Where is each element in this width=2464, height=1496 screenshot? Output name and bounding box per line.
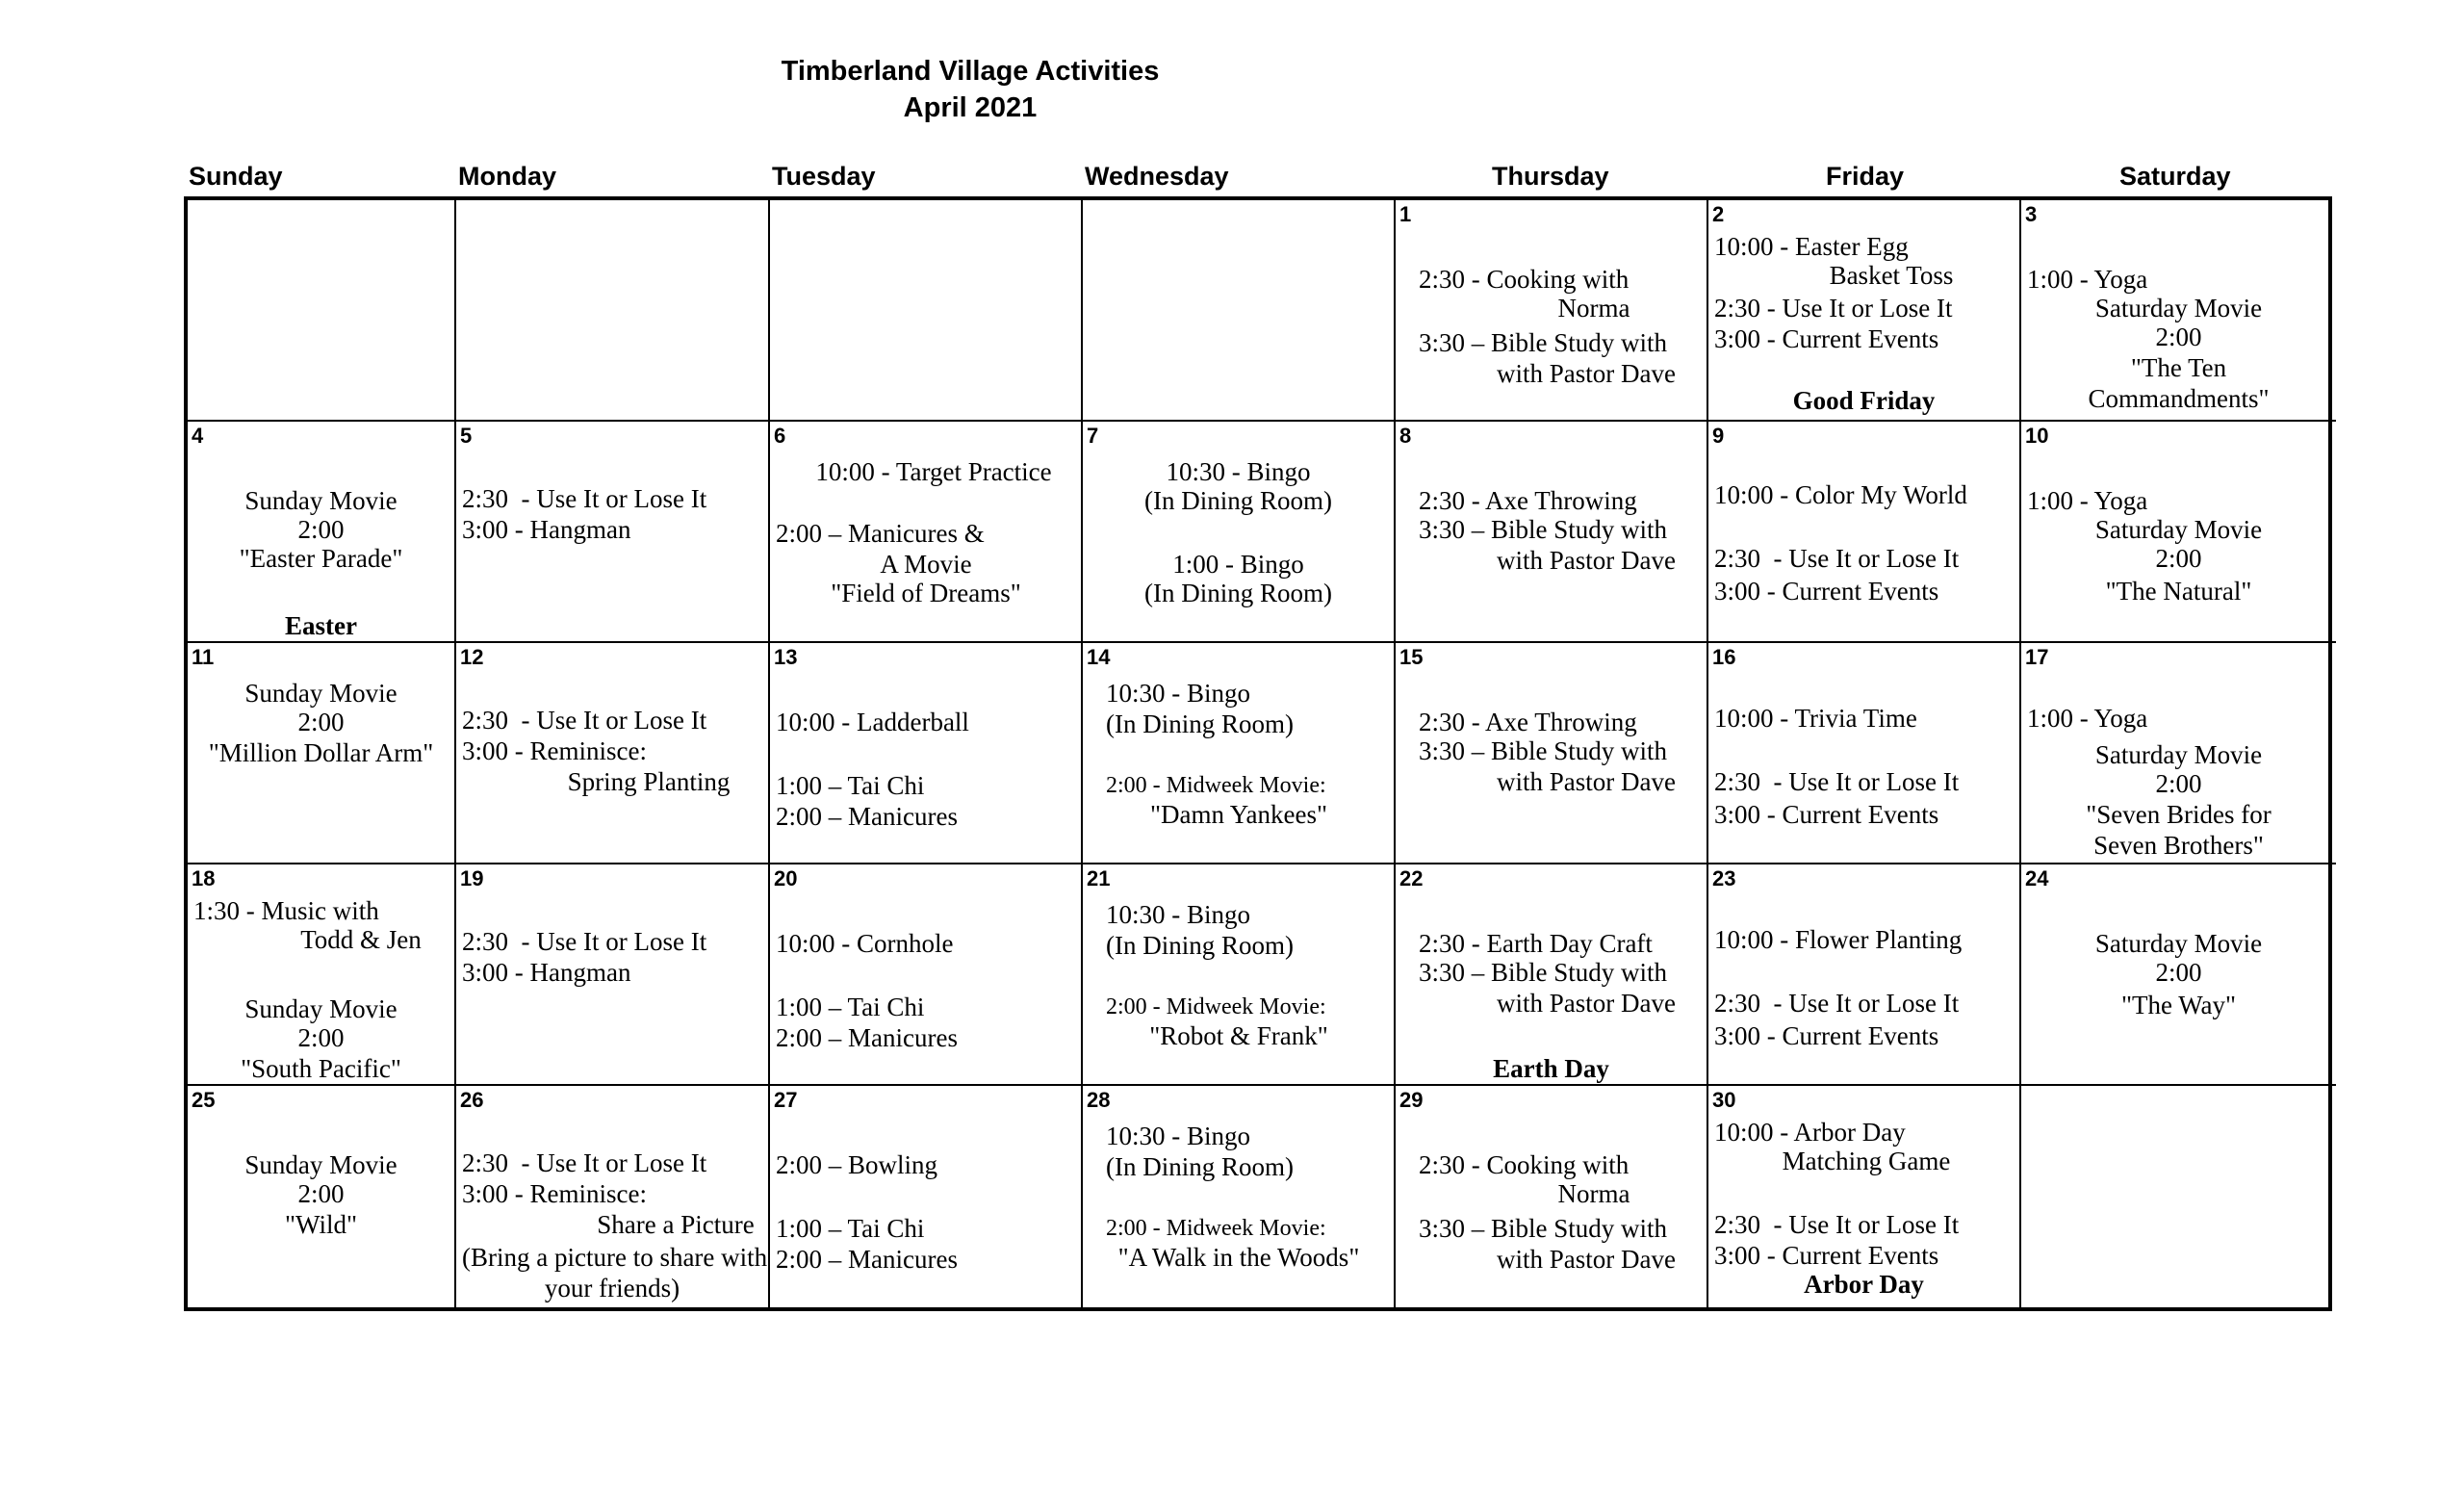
event-line: 3:00 - Current Events [1714,1241,1939,1270]
day-number: 28 [1087,1088,1111,1112]
day-cell [1396,643,1708,864]
event-line: 10:00 - Flower Planting [1714,925,1963,954]
event-line: 2:30 - Axe Throwing [1419,708,1637,736]
event-line: 3:00 - Current Events [1714,800,1939,829]
event-line: 3:00 - Current Events [1714,1021,1939,1050]
day-number: 3 [2025,202,2038,226]
event-line: 2:30 - Use It or Lose It [1714,767,1960,796]
event-line: with Pastor Dave [1497,767,1676,796]
event-line: 1:00 – Tai Chi [776,1214,925,1243]
day-cell [1083,1086,1396,1307]
event-line: 3:00 - Reminisce: [462,1179,647,1208]
event-line: 2:30 - Use It or Lose It [462,1148,707,1177]
weekday-header-sunday: Sunday [189,162,283,191]
event-line: 3:00 - Hangman [462,515,631,544]
event-line: Matching Game [1782,1147,1951,1175]
day-cell [188,643,456,864]
holiday-label: Arbor Day [1804,1270,1924,1299]
event-line: "Seven Brides for [2086,800,2272,829]
page-title: Timberland Village Activities [781,56,1160,87]
day-cell [188,422,456,643]
event-line: 2:00 - Midweek Movie: [1106,773,1326,798]
day-number: 10 [2025,424,2049,448]
event-line: A Movie [880,550,972,579]
day-number: 8 [1399,424,1412,448]
event-line: (In Dining Room) [1106,709,1294,738]
event-line: with Pastor Dave [1497,1245,1676,1274]
event-line: 1:00 – Tai Chi [776,993,925,1021]
event-line: Saturday Movie [2094,740,2263,769]
event-line: "Wild" [285,1210,357,1239]
event-line: 10:00 - Trivia Time [1714,704,1917,733]
day-number: 14 [1087,645,1111,669]
event-line: with Pastor Dave [1497,989,1676,1018]
day-number: 13 [774,645,798,669]
event-line: "Easter Parade" [239,544,403,573]
event-line: "Damn Yankees" [1149,800,1328,829]
event-line: "The Way" [2120,991,2237,1019]
event-line: 1:00 – Tai Chi [776,771,925,800]
event-line: "Field of Dreams" [831,579,1021,607]
day-number: 16 [1712,645,1736,669]
holiday-label: Earth Day [1493,1054,1609,1083]
event-line: 1:00 - Yoga [2027,486,2148,515]
day-cell [1708,1086,2021,1307]
holiday-label: Easter [285,611,357,640]
day-cell [1083,864,1396,1086]
day-number: 2 [1712,202,1725,226]
event-line: Todd & Jen [300,925,422,954]
event-line: 2:30 - Use It or Lose It [462,706,707,735]
event-line: 1:00 - Yoga [2027,704,2148,733]
day-cell [2021,643,2336,864]
day-number: 25 [192,1088,216,1112]
event-line: Sunday Movie [244,1150,398,1179]
day-number: 7 [1087,424,1099,448]
event-line: with Pastor Dave [1497,359,1676,388]
event-line: Share a Picture [597,1210,755,1239]
event-line: 3:00 - Hangman [462,958,631,987]
event-line: 2:00 [2155,322,2202,351]
event-line: 2:00 – Manicures [776,1023,958,1052]
event-line: 10:30 - Bingo [1106,679,1251,708]
day-cell [188,864,456,1086]
day-number: 9 [1712,424,1725,448]
event-line: Sunday Movie [244,679,398,708]
page-subtitle: April 2021 [903,92,1038,123]
day-number: 20 [774,866,798,890]
day-number: 18 [192,866,216,890]
event-line: 1:00 - Bingo [1172,550,1304,579]
day-cell [1083,200,1396,422]
event-line: 2:30 - Axe Throwing [1419,486,1637,515]
weekday-header-friday: Friday [1826,162,1905,191]
event-line: 2:30 - Use It or Lose It [462,927,707,956]
day-cell [188,1086,456,1307]
event-line: 2:00 – Manicures & [776,519,985,548]
event-line: (In Dining Room) [1144,486,1332,515]
event-line: 3:30 – Bible Study with [1419,328,1668,357]
day-cell [456,200,770,422]
day-number: 27 [774,1088,798,1112]
day-number: 4 [192,424,204,448]
event-line: 2:00 [297,1023,345,1052]
day-number: 30 [1712,1088,1736,1112]
event-line: 10:00 - Color My World [1714,480,1967,509]
event-line: 2:00 [297,515,345,544]
event-line: "The Natural" [2105,577,2252,606]
event-line: 2:30 - Use It or Lose It [1714,544,1960,573]
event-line: 3:30 – Bible Study with [1419,1214,1668,1243]
event-line: 3:30 – Bible Study with [1419,736,1668,765]
event-line: "South Pacific" [241,1054,401,1083]
day-cell [188,200,456,422]
event-line: 2:00 [297,1179,345,1208]
event-line: "The Ten [2130,353,2227,382]
event-line: 2:30 - Cooking with [1419,1150,1630,1179]
event-line: with Pastor Dave [1497,546,1676,575]
weekday-header-tuesday: Tuesday [772,162,876,191]
weekday-header-wednesday: Wednesday [1085,162,1229,191]
event-line: "A Walk in the Woods" [1117,1243,1360,1272]
day-cell [2021,864,2336,1086]
day-cell [456,1086,770,1307]
event-line: 3:30 – Bible Study with [1419,515,1668,544]
event-line: 1:30 - Music with [193,896,379,925]
day-cell [2021,200,2336,422]
event-line: 2:00 – Manicures [776,802,958,831]
event-line: 2:00 – Bowling [776,1150,938,1179]
day-cell [2021,1086,2336,1307]
day-cell [1708,864,2021,1086]
day-cell [1708,422,2021,643]
event-line: Saturday Movie [2094,929,2263,958]
weekday-header-thursday: Thursday [1492,162,1609,191]
event-line: Commandments" [2088,384,2270,413]
event-line: 10:00 - Ladderball [776,708,969,736]
event-line: 2:30 - Use It or Lose It [1714,294,1953,322]
event-line: 1:00 - Yoga [2027,265,2148,294]
day-cell [456,422,770,643]
event-line: 3:00 - Reminisce: [462,736,647,765]
event-line: (Bring a picture to share with [462,1243,768,1272]
event-line: 10:30 - Bingo [1166,457,1311,486]
event-line: Sunday Movie [244,994,398,1023]
event-line: Norma [1557,294,1630,322]
event-line: Saturday Movie [2094,294,2263,322]
day-cell [770,200,1083,422]
day-number: 29 [1399,1088,1424,1112]
event-line: 2:00 - Midweek Movie: [1106,994,1326,1019]
day-cell [1396,422,1708,643]
day-number: 26 [460,1088,484,1112]
day-number: 12 [460,645,484,669]
event-line: 2:00 – Manicures [776,1245,958,1274]
event-line: "Million Dollar Arm" [208,738,434,767]
event-line: 10:00 - Arbor Day [1714,1118,1906,1147]
event-line: 3:00 - Current Events [1714,324,1939,353]
day-cell [2021,422,2336,643]
event-line: your friends) [544,1274,680,1303]
event-line: 2:30 - Use It or Lose It [1714,1210,1960,1239]
day-cell [1396,1086,1708,1307]
event-line: 2:30 - Use It or Lose It [462,484,707,513]
event-line: 2:00 [2155,958,2202,987]
day-cell [1083,643,1396,864]
day-number: 5 [460,424,473,448]
event-line: 2:00 [2155,544,2202,573]
day-cell [770,643,1083,864]
event-line: 2:30 - Cooking with [1419,265,1630,294]
day-cell [1083,422,1396,643]
event-line: 2:00 [297,708,345,736]
day-number: 22 [1399,866,1424,890]
holiday-label: Good Friday [1792,386,1936,415]
event-line: 2:00 - Midweek Movie: [1106,1216,1326,1241]
event-line: Sunday Movie [244,486,398,515]
day-cell [1396,864,1708,1086]
day-number: 15 [1399,645,1424,669]
event-line: 3:00 - Current Events [1714,577,1939,606]
day-cell [456,643,770,864]
day-cell [770,1086,1083,1307]
event-line: 10:00 - Target Practice [815,457,1052,486]
weekday-header-saturday: Saturday [2119,162,2231,191]
day-number: 23 [1712,866,1736,890]
weekday-header-monday: Monday [458,162,557,191]
day-number: 6 [774,424,786,448]
day-number: 1 [1399,202,1412,226]
calendar-grid [184,196,2332,1311]
event-line: "Robot & Frank" [1149,1021,1328,1050]
event-line: (In Dining Room) [1144,579,1332,607]
day-cell [456,864,770,1086]
event-line: Norma [1557,1179,1630,1208]
event-line: Saturday Movie [2094,515,2263,544]
event-line: 10:00 - Easter Egg [1714,232,1909,261]
day-cell [770,864,1083,1086]
event-line: 3:30 – Bible Study with [1419,958,1668,987]
day-cell [1708,643,2021,864]
event-line: Basket Toss [1829,261,1954,290]
event-line: 2:30 - Earth Day Craft [1419,929,1653,958]
day-cell [1708,200,2021,422]
day-number: 21 [1087,866,1111,890]
day-number: 17 [2025,645,2049,669]
event-line: Spring Planting [567,767,731,796]
day-cell [770,422,1083,643]
event-line: Seven Brothers" [2093,831,2264,860]
event-line: 10:00 - Cornhole [776,929,954,958]
day-number: 11 [192,645,215,669]
event-line: 10:30 - Bingo [1106,900,1251,929]
event-line: (In Dining Room) [1106,1152,1294,1181]
day-number: 19 [460,866,484,890]
event-line: 10:30 - Bingo [1106,1122,1251,1150]
day-number: 24 [2025,866,2049,890]
event-line: (In Dining Room) [1106,931,1294,960]
day-cell [1396,200,1708,422]
event-line: 2:30 - Use It or Lose It [1714,989,1960,1018]
event-line: 2:00 [2155,769,2202,798]
